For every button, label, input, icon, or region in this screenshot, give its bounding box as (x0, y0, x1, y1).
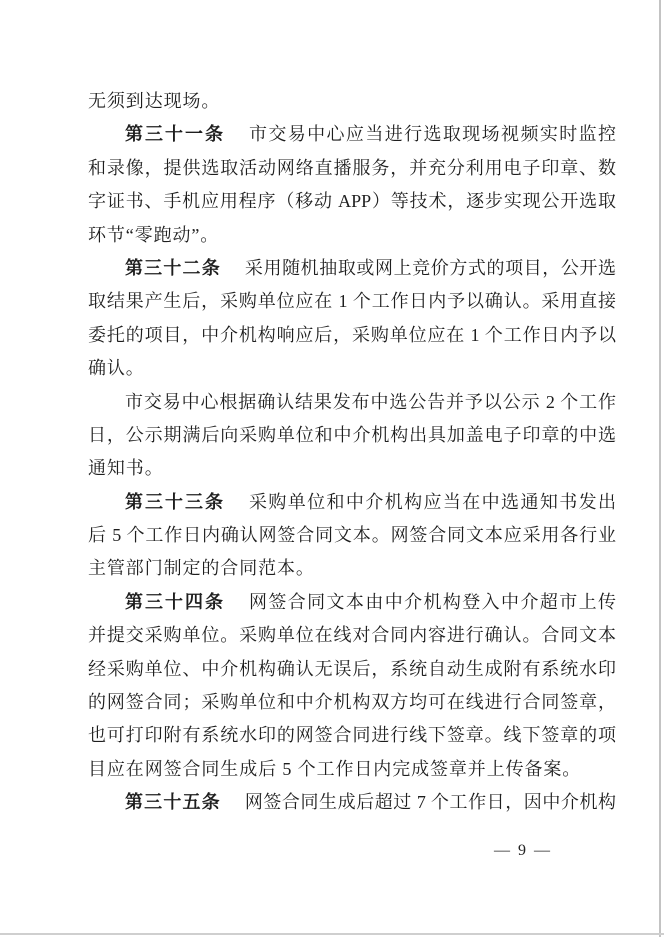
scan-edge-bottom (0, 933, 664, 935)
article-paragraph (88, 118, 616, 252)
text-line: 第三十一条 市交易中心应当进行选取现场视频实时监控 (125, 124, 616, 145)
text-line: 第三十四条 网签合同文本由中介机构登入中介超市上传 (125, 591, 616, 612)
text-line: 后 5 个工作日内确认网签合同文本。网签合同文本应采用各行业 (88, 525, 616, 546)
text-line: 无须到达现场。 (88, 91, 221, 111)
text-line: 主管部门制定的合同范本。 (88, 558, 315, 579)
article-paragraph (88, 252, 616, 386)
text-line: 日，公示期满后向采购单位和中介机构出具加盖电子印章的中选 (88, 424, 616, 445)
text-line: 字证书、手机应用程序（移动 APP）等技术，逐步实现公开选取 (88, 191, 616, 212)
article-paragraph (88, 786, 616, 819)
article-number-heading: 第三十二条 (125, 257, 221, 278)
text-line: 第三十三条 采购单位和中介机构应当在中选通知书发出 (125, 491, 616, 512)
text-line: 取结果产生后，采购单位应在 1 个工作日内予以确认。采用直接 (88, 291, 616, 312)
text-line: 环节“零跑动”。 (88, 224, 220, 245)
article-number-heading: 第三十四条 (125, 591, 225, 612)
text-line: 的网签合同；采购单位和中介机构双方均可在线进行合同签章， (88, 692, 616, 713)
scan-edge-right (659, 0, 661, 937)
paragraph (88, 85, 616, 118)
text-line: 目应在网签合同生成后 5 个工作日内完成签章并上传备案。 (88, 758, 582, 779)
paragraph (88, 386, 616, 486)
document-body (88, 85, 616, 820)
text-line: 通知书。 (88, 458, 164, 479)
text-line: 确认。 (88, 358, 145, 379)
article-paragraph (88, 486, 616, 586)
text-line: 委托的项目，中介机构响应后，采购单位应在 1 个工作日内予以 (88, 324, 616, 345)
article-paragraph (88, 586, 616, 786)
text-line: 也可打印附有系统水印的网签合同进行线下签章。线下签章的项 (88, 725, 616, 746)
article-number-heading: 第三十一条 (125, 124, 225, 145)
article-number-heading: 第三十五条 (125, 792, 221, 813)
text-line: 市交易中心根据确认结果发布中选公告并予以公示 2 个工作 (125, 391, 616, 412)
page-number: — 9 — (494, 842, 552, 859)
text-line: 第三十二条 采用随机抽取或网上竞价方式的项目，公开选 (125, 257, 616, 278)
text-line: 经采购单位、中介机构确认无误后，系统自动生成附有系统水印 (88, 658, 616, 679)
article-number-heading: 第三十三条 (125, 491, 225, 512)
text-line: 和录像，提供选取活动网络直播服务，并充分利用电子印章、数 (88, 157, 616, 178)
text-line: 第三十五条 网签合同生成后超过 7 个工作日，因中介机构 (125, 792, 616, 813)
text-line: 并提交采购单位。采购单位在线对合同内容进行确认。合同文本 (88, 625, 616, 646)
